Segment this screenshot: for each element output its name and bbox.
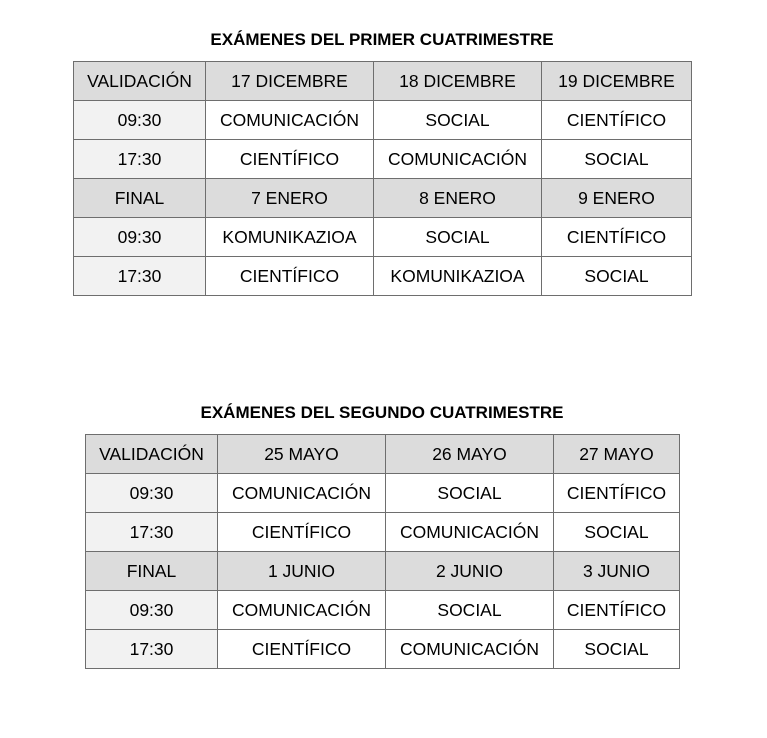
subject-cell: SOCIAL xyxy=(386,474,554,513)
validation-header-row xyxy=(74,62,692,101)
second-term-exam-table xyxy=(85,434,680,669)
subject-cell: CIENTÍFICO xyxy=(218,630,386,669)
validation-header-row xyxy=(86,435,680,474)
date-header: 27 MAYO xyxy=(554,435,680,474)
date-header: 8 ENERO xyxy=(374,179,542,218)
final-header-row xyxy=(86,552,680,591)
subject-cell: KOMUNIKAZIOA xyxy=(374,257,542,296)
date-header: 17 DICEMBRE xyxy=(206,62,374,101)
time-cell: 09:30 xyxy=(86,474,218,513)
time-cell: 09:30 xyxy=(74,218,206,257)
table-row xyxy=(86,513,680,552)
subject-cell: SOCIAL xyxy=(542,140,692,179)
subject-cell: SOCIAL xyxy=(554,630,680,669)
subject-cell: KOMUNIKAZIOA xyxy=(206,218,374,257)
date-header: 19 DICEMBRE xyxy=(542,62,692,101)
subject-cell: CIENTÍFICO xyxy=(206,140,374,179)
validation-label: VALIDACIÓN xyxy=(86,435,218,474)
date-header: 18 DICEMBRE xyxy=(374,62,542,101)
subject-cell: CIENTÍFICO xyxy=(554,474,680,513)
date-header: 3 JUNIO xyxy=(554,552,680,591)
time-cell: 17:30 xyxy=(74,257,206,296)
first-term-exam-table xyxy=(73,61,692,296)
subject-cell: CIENTÍFICO xyxy=(542,218,692,257)
date-header: 2 JUNIO xyxy=(386,552,554,591)
first-term-title: EXÁMENES DEL PRIMER CUATRIMESTRE xyxy=(210,30,554,49)
subject-cell: SOCIAL xyxy=(554,513,680,552)
time-cell: 09:30 xyxy=(86,591,218,630)
date-header: 7 ENERO xyxy=(206,179,374,218)
subject-cell: CIENTÍFICO xyxy=(206,257,374,296)
time-cell: 17:30 xyxy=(86,513,218,552)
subject-cell: COMUNICACIÓN xyxy=(386,630,554,669)
subject-cell: CIENTÍFICO xyxy=(218,513,386,552)
subject-cell: SOCIAL xyxy=(374,101,542,140)
subject-cell: COMUNICACIÓN xyxy=(374,140,542,179)
final-label: FINAL xyxy=(74,179,206,218)
subject-cell: SOCIAL xyxy=(386,591,554,630)
subject-cell: SOCIAL xyxy=(374,218,542,257)
subject-cell: COMUNICACIÓN xyxy=(206,101,374,140)
subject-cell: COMUNICACIÓN xyxy=(218,474,386,513)
time-cell: 17:30 xyxy=(74,140,206,179)
table-row xyxy=(74,257,692,296)
time-cell: 09:30 xyxy=(74,101,206,140)
time-cell: 17:30 xyxy=(86,630,218,669)
subject-cell: CIENTÍFICO xyxy=(542,101,692,140)
table-row xyxy=(74,140,692,179)
subject-cell: CIENTÍFICO xyxy=(554,591,680,630)
table-row xyxy=(86,474,680,513)
table-row xyxy=(74,101,692,140)
table-row xyxy=(74,218,692,257)
subject-cell: SOCIAL xyxy=(542,257,692,296)
validation-label: VALIDACIÓN xyxy=(74,62,206,101)
table-row xyxy=(86,630,680,669)
final-label: FINAL xyxy=(86,552,218,591)
table-row xyxy=(86,591,680,630)
subject-cell: COMUNICACIÓN xyxy=(386,513,554,552)
date-header: 25 MAYO xyxy=(218,435,386,474)
date-header: 26 MAYO xyxy=(386,435,554,474)
subject-cell: COMUNICACIÓN xyxy=(218,591,386,630)
date-header: 1 JUNIO xyxy=(218,552,386,591)
date-header: 9 ENERO xyxy=(542,179,692,218)
second-term-title: EXÁMENES DEL SEGUNDO CUATRIMESTRE xyxy=(200,403,564,422)
final-header-row xyxy=(74,179,692,218)
